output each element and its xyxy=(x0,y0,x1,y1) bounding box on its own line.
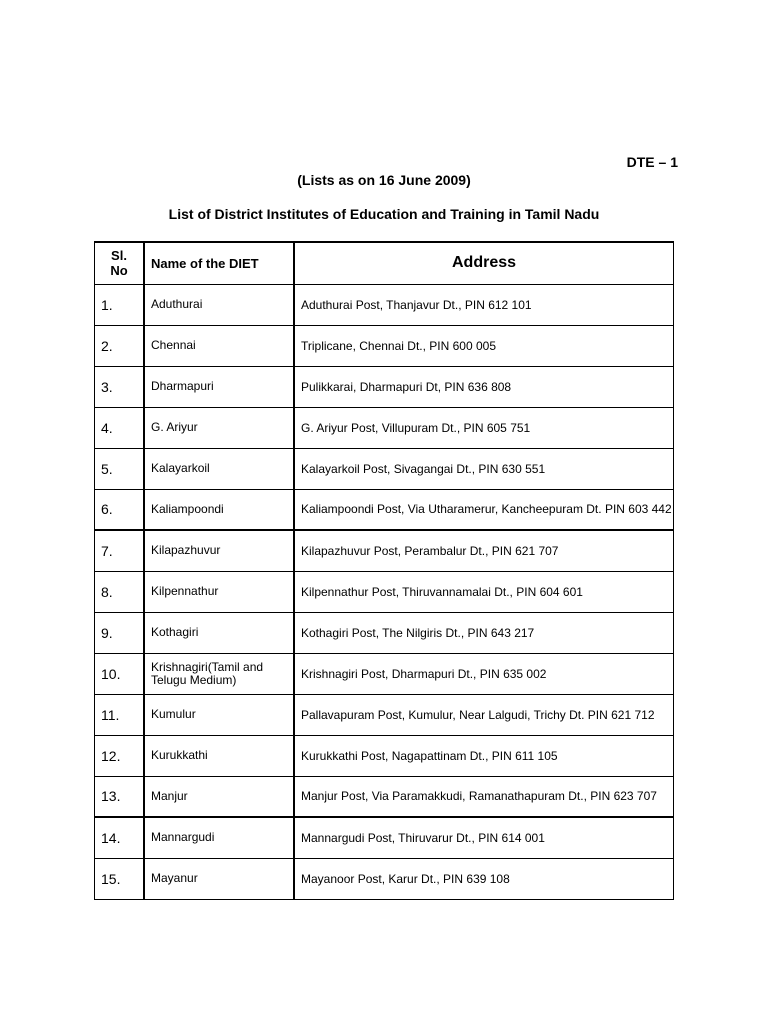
cell-name: Kaliampoondi xyxy=(144,489,294,530)
cell-sl-no: 12. xyxy=(95,735,145,776)
column-header-address: Address xyxy=(294,242,674,284)
cell-name: Mayanur xyxy=(144,858,294,899)
cell-sl-no: 10. xyxy=(95,653,145,694)
table-row xyxy=(95,612,674,653)
cell-address: Mayanoor Post, Karur Dt., PIN 639 108 xyxy=(294,858,674,899)
table-row xyxy=(95,776,674,817)
cell-sl-no: 11. xyxy=(95,694,145,735)
cell-address: Kilapazhuvur Post, Perambalur Dt., PIN 621 707 xyxy=(294,530,674,571)
table-row xyxy=(95,325,674,366)
cell-name: Kilpennathur xyxy=(144,571,294,612)
cell-sl-no: 8. xyxy=(95,571,145,612)
cell-name: Dharmapuri xyxy=(144,366,294,407)
cell-address: Mannargudi Post, Thiruvarur Dt., PIN 614 001 xyxy=(294,817,674,858)
document-code: DTE – 1 xyxy=(626,154,678,170)
cell-address: Kaliampoondi Post, Via Utharamerur, Kancheepuram Dt. PIN 603 442 xyxy=(294,489,674,530)
cell-address: G. Ariyur Post, Villupuram Dt., PIN 605 751 xyxy=(294,407,674,448)
table-row xyxy=(95,858,674,899)
date-line: (Lists as on 16 June 2009) xyxy=(297,172,471,188)
cell-sl-no: 15. xyxy=(95,858,145,899)
cell-address: Kothagiri Post, The Nilgiris Dt., PIN 643 217 xyxy=(294,612,674,653)
table-row xyxy=(95,694,674,735)
page-title: List of District Institutes of Education and Training in Tamil Nadu xyxy=(168,206,600,222)
table-row xyxy=(95,653,674,694)
cell-sl-no: 13. xyxy=(95,776,145,817)
cell-sl-no: 2. xyxy=(95,325,145,366)
cell-name: Aduthurai xyxy=(144,284,294,325)
cell-name: Kurukkathi xyxy=(144,735,294,776)
diet-table xyxy=(94,241,674,900)
cell-name: Kilapazhuvur xyxy=(144,530,294,571)
cell-sl-no: 5. xyxy=(95,448,145,489)
cell-address: Krishnagiri Post, Dharmapuri Dt., PIN 635 002 xyxy=(294,653,674,694)
cell-sl-no: 9. xyxy=(95,612,145,653)
cell-name: Chennai xyxy=(144,325,294,366)
table-row xyxy=(95,366,674,407)
table-row xyxy=(95,284,674,325)
cell-sl-no: 6. xyxy=(95,489,145,530)
column-header-sl-no: Sl. No xyxy=(95,242,145,284)
cell-address: Manjur Post, Via Paramakkudi, Ramanathapuram Dt., PIN 623 707 xyxy=(294,776,674,817)
cell-sl-no: 7. xyxy=(95,530,145,571)
cell-sl-no: 1. xyxy=(95,284,145,325)
cell-name: Mannargudi xyxy=(144,817,294,858)
cell-address: Kurukkathi Post, Nagapattinam Dt., PIN 611 105 xyxy=(294,735,674,776)
table-row xyxy=(95,530,674,571)
table-row xyxy=(95,407,674,448)
cell-name: Kumulur xyxy=(144,694,294,735)
cell-name: Kalayarkoil xyxy=(144,448,294,489)
cell-sl-no: 3. xyxy=(95,366,145,407)
table-row xyxy=(95,489,674,530)
cell-address: Pallavapuram Post, Kumulur, Near Lalgudi, Trichy Dt. PIN 621 712 xyxy=(294,694,674,735)
cell-address: Aduthurai Post, Thanjavur Dt., PIN 612 101 xyxy=(294,284,674,325)
table-row xyxy=(95,571,674,612)
column-header-name: Name of the DIET xyxy=(144,242,294,284)
cell-name: Krishnagiri(Tamil and Telugu Medium) xyxy=(144,653,294,694)
cell-sl-no: 4. xyxy=(95,407,145,448)
cell-sl-no: 14. xyxy=(95,817,145,858)
cell-address: Pulikkarai, Dharmapuri Dt, PIN 636 808 xyxy=(294,366,674,407)
table-row xyxy=(95,735,674,776)
cell-name: G. Ariyur xyxy=(144,407,294,448)
cell-address: Triplicane, Chennai Dt., PIN 600 005 xyxy=(294,325,674,366)
cell-name: Manjur xyxy=(144,776,294,817)
cell-address: Kilpennathur Post, Thiruvannamalai Dt., PIN 604 601 xyxy=(294,571,674,612)
table-row xyxy=(95,817,674,858)
table-header-row xyxy=(95,242,674,284)
cell-address: Kalayarkoil Post, Sivagangai Dt., PIN 630 551 xyxy=(294,448,674,489)
table-row xyxy=(95,448,674,489)
cell-name: Kothagiri xyxy=(144,612,294,653)
